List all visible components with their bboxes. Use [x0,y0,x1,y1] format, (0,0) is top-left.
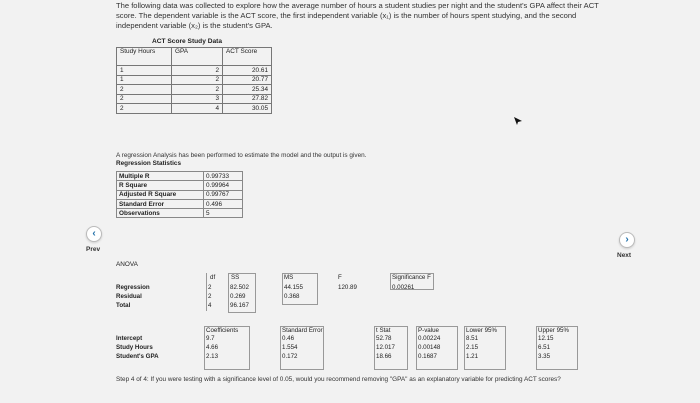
data-table-header [117,48,272,66]
table-row [117,85,272,95]
anova-cell-df: 2 [208,293,212,300]
coef-cell-standard-error: 0.172 [282,353,298,360]
stat-value: 0.496 [204,199,243,208]
table-row [117,94,272,104]
coef-header-p-value: P-value [418,327,439,334]
cell-gpa: 2 [172,66,223,76]
anova-header-df: df [210,274,216,281]
data-table-title: ACT Score Study Data [152,38,222,45]
table-row [117,104,272,114]
coef-cell-upper-95: 12.15 [538,335,554,342]
coef-cell-upper-95: 3.35 [538,353,551,360]
table-row [117,172,243,181]
coef-cell-lower-95: 8.51 [466,335,479,342]
table-row [117,199,243,208]
anova-header-ss: SS [231,274,240,281]
coef-header-t-stat: t Stat [376,327,391,334]
coef-cell-lower-95: 2.15 [466,344,479,351]
cursor-icon [513,116,523,126]
coef-header-coefficients: Coefficients [206,327,239,334]
header-gpa: GPA [172,48,223,66]
coef-cell-coefficient: 2.13 [206,353,219,360]
cell-study-hours: 2 [117,94,172,104]
cell-act-score: 20.77 [223,75,272,85]
prev-button[interactable] [86,226,102,242]
anova-cell-ms: 0.368 [284,293,300,300]
coef-cell-t-stat: 52.78 [376,335,392,342]
coef-cell-t-stat: 12.017 [376,344,395,351]
anova-cell-ss: 0.269 [230,293,246,300]
header-act-score: ACT Score [223,48,272,66]
stat-value: 0.99767 [204,190,243,199]
coef-cell-upper-95: 6.51 [538,344,551,351]
coef-row-label: Intercept [116,335,143,342]
cell-study-hours: 1 [117,75,172,85]
anova-cell-ss: 82.502 [230,284,249,291]
anova-cell-df: 2 [208,284,212,291]
regression-stats-table [116,171,243,218]
anova-cell-f: 120.89 [338,284,357,291]
stat-value: 0.99733 [204,172,243,181]
table-row [117,209,243,218]
step-question: Step 4 of 4: If you were testing with a significance level of 0.05, would you recommend removing "GPA" as an explanatory variable for predicting ACT scores? [116,376,561,383]
coef-row-label: Study Hours [116,344,153,351]
next-button[interactable] [619,232,635,248]
anova-row-label: Regression [116,284,150,291]
coef-cell-p-value: 0.00148 [418,344,441,351]
coef-cell-p-value: 0.1687 [418,353,437,360]
cell-act-score: 20.61 [223,66,272,76]
cell-act-score: 27.82 [223,94,272,104]
stat-label: R Square [117,181,204,190]
cell-study-hours: 2 [117,104,172,114]
anova-cell-ms: 44.155 [284,284,303,291]
chevron-left-icon: ‹ [92,228,96,239]
coef-cell-p-value: 0.00224 [418,335,441,342]
cell-study-hours: 2 [117,85,172,95]
stat-label: Adjusted R Square [117,190,204,199]
stat-value: 0.99964 [204,181,243,190]
coef-cell-lower-95: 1.21 [466,353,479,360]
regression-intro: A regression Analysis has been performed to estimate the model and the output is given. [116,152,367,159]
prev-label[interactable]: Prev [86,246,101,253]
anova-row-label: Residual [116,293,142,300]
stat-label: Observations [117,209,204,218]
stat-label: Standard Error [117,199,204,208]
cell-gpa: 3 [172,94,223,104]
table-row [117,75,272,85]
stat-label: Multiple R [117,172,204,181]
cell-gpa: 2 [172,75,223,85]
coef-cell-coefficient: 9.7 [206,335,215,342]
chevron-right-icon: › [625,234,629,245]
cell-act-score: 25.34 [223,85,272,95]
data-table [116,47,272,114]
coef-cell-t-stat: 18.66 [376,353,392,360]
anova-row-label: Total [116,302,131,309]
anova-header-significance-f: Significance F [392,274,431,281]
coef-cell-standard-error: 0.46 [282,335,295,342]
anova-cell-sig: 0.00261 [392,284,415,291]
anova-cell-ss: 96.167 [230,302,249,309]
cell-act-score: 30.05 [223,104,272,114]
anova-header-ms: MS [284,274,294,281]
intro-paragraph: The following data was collected to explore how the average number of hours a student studies per night and the student's GPA affect their ACT score. The dependent variable is the ACT score, the first independent variable (x₁) is the number of hours spent studying, and the second independent variable (x₂) is the student's GPA. [116,1,599,30]
coef-row-label: Student's GPA [116,353,159,360]
coef-cell-standard-error: 1.554 [282,344,298,351]
coef-header-upper-95: Upper 95% [538,327,569,334]
regression-stats-title: Regression Statistics [116,160,181,167]
anova-cell-df: 4 [208,302,212,309]
stat-value: 5 [204,209,243,218]
header-study-hours: Study Hours [117,48,172,66]
coef-cell-coefficient: 4.66 [206,344,219,351]
table-row [117,66,272,76]
table-row [117,190,243,199]
cell-study-hours: 1 [117,66,172,76]
cell-gpa: 2 [172,85,223,95]
coef-header-lower-95: Lower 95% [466,327,497,334]
coef-header-standard-error: Standard Error [282,327,323,334]
anova-title: ANOVA [116,261,138,268]
table-row [117,181,243,190]
anova-header-f: F [338,274,342,281]
next-label[interactable]: Next [617,252,632,259]
cell-gpa: 4 [172,104,223,114]
